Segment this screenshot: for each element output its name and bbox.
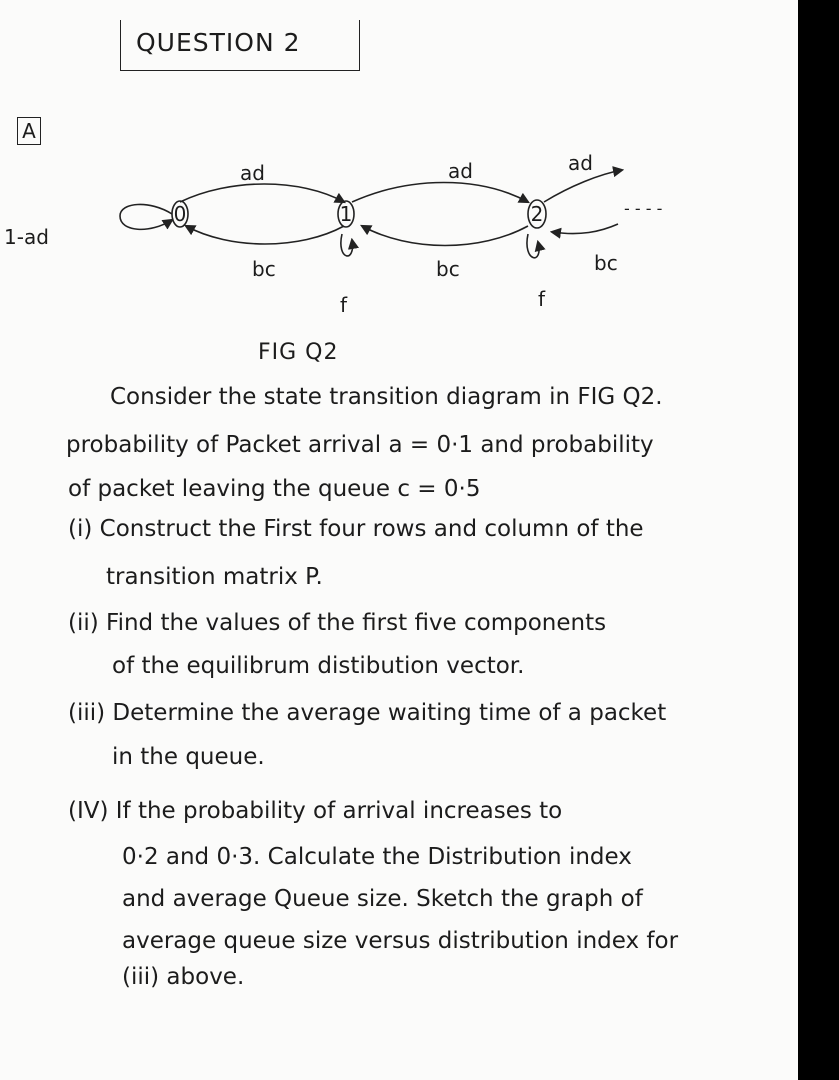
text-line: (i) Construct the First four rows and column of the <box>68 516 644 542</box>
figure-caption: FIG Q2 <box>258 340 339 365</box>
text-line: average queue size versus distribution index for <box>122 928 679 954</box>
forward-arc-1-2 <box>352 183 528 203</box>
state-2-label: 2 <box>530 202 544 226</box>
backward-arc-1-0 <box>186 226 344 244</box>
backward-arc-more-2 <box>552 224 618 234</box>
forward-label-0: ad <box>240 161 265 185</box>
continuation-dashes: - - - - <box>624 199 663 218</box>
stay-loop-1 <box>341 234 353 256</box>
forward-label-1: ad <box>448 159 473 183</box>
text-line: in the queue. <box>112 744 265 770</box>
self-loop-label: 1-ad <box>4 225 49 249</box>
state-0-label: 0 <box>173 202 187 226</box>
question-title: QUESTION 2 <box>136 28 301 57</box>
stay-label-2: f <box>538 287 546 311</box>
text-line: (iii) Determine the average waiting time of a packet <box>68 700 667 726</box>
backward-label-1: bc <box>436 257 460 281</box>
self-loop-arc <box>120 204 172 229</box>
backward-label-0: bc <box>252 257 276 281</box>
text-line: Consider the state transition diagram in FIG Q2. <box>110 384 663 410</box>
text-line: of packet leaving the queue c = 0·5 <box>68 476 481 502</box>
state-transition-diagram <box>0 140 798 340</box>
backward-label-2: bc <box>594 251 618 275</box>
state-1-label: 1 <box>339 202 353 226</box>
text-line: of the equilibrum distibution vector. <box>112 653 525 679</box>
text-line: and average Queue size. Sketch the graph of <box>122 886 643 912</box>
backward-arc-2-1 <box>362 226 528 246</box>
text-line: 0·2 and 0·3. Calculate the Distribution index <box>122 844 632 870</box>
forward-label-2: ad <box>568 151 593 175</box>
forward-arc-0-1 <box>180 184 344 202</box>
text-line: (IV) If the probability of arrival increases to <box>68 798 563 824</box>
text-line: (ii) Find the values of the first five components <box>68 610 607 636</box>
text-line: (iii) above. <box>122 964 245 990</box>
section-label: A <box>17 117 41 145</box>
text-line: transition matrix P. <box>106 564 323 590</box>
stay-label-1: f <box>340 293 348 317</box>
text-line: probability of Packet arrival a = 0·1 and probability <box>66 432 654 458</box>
stay-loop-2 <box>527 234 539 258</box>
